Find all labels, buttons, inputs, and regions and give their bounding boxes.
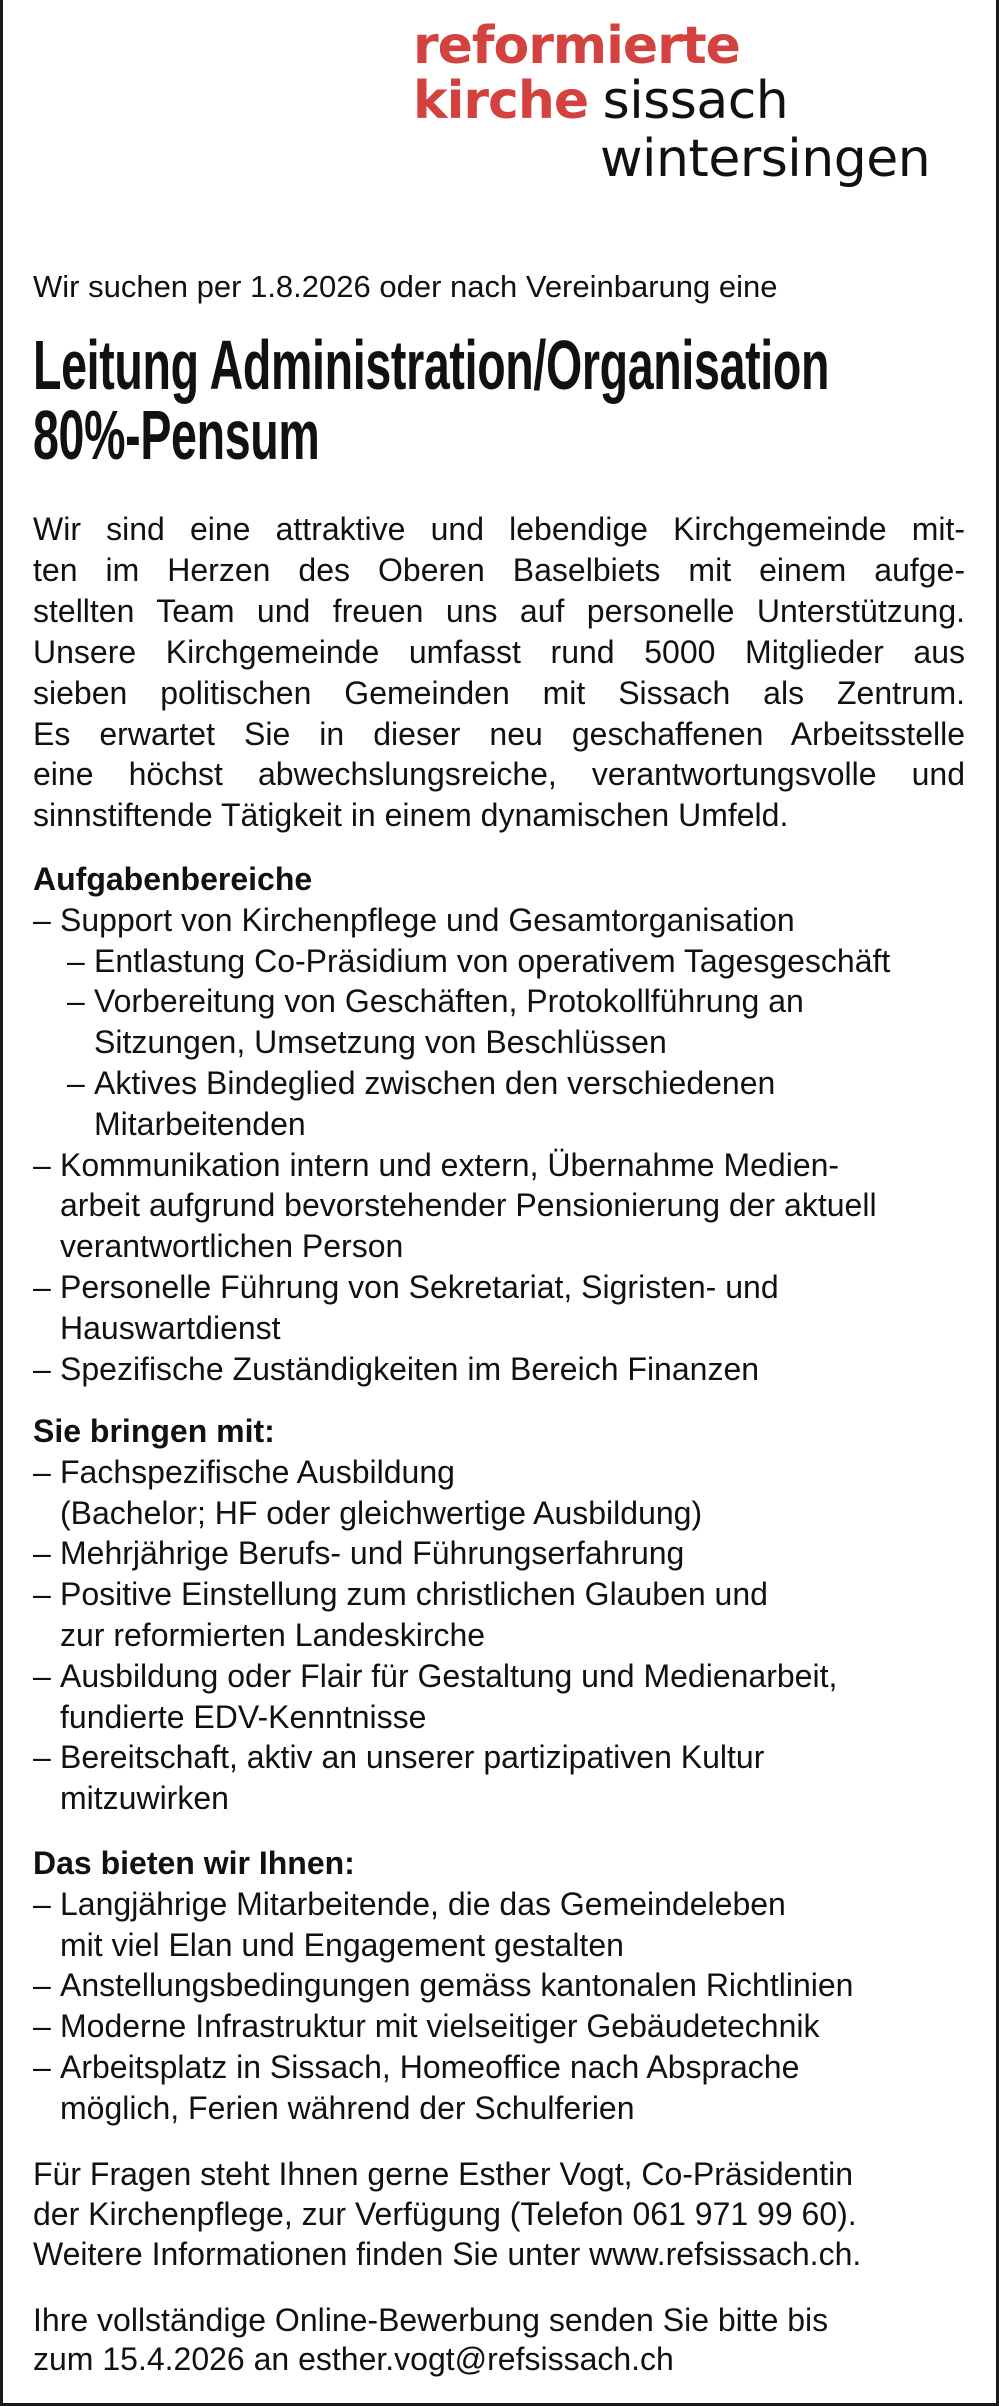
list-item — [33, 2047, 973, 2129]
application-paragraph — [33, 2301, 828, 2379]
description-paragraph — [33, 509, 965, 836]
list-item — [33, 1452, 973, 1534]
section-heading: Sie bringen mit: — [33, 1413, 275, 1449]
list-item-text: verantwortlichen Person — [60, 1228, 404, 1265]
list-item-text: Langjährige Mitarbeitende, die das Gemeindeleben — [60, 1885, 786, 1922]
intro-text: Wir suchen per 1.8.2026 oder nach Vereinbarung eine — [33, 269, 778, 304]
list-item-text: Hauswartdienst — [60, 1309, 281, 1346]
list-item-text: fundierte EDV-Kenntnisse — [60, 1698, 427, 1735]
list-item — [33, 1656, 973, 1738]
list-subitem — [33, 981, 973, 1063]
contact-line: Für Fragen steht Ihnen gerne Esther Vogt, Co-Präsidentin — [33, 2156, 854, 2192]
list-item-text: Aktives Bindeglied zwischen den verschiedenen — [94, 1064, 776, 1101]
job-title-line-1: Leitung Administration/Organisation — [33, 326, 830, 404]
list-item-text: Entlastung Co-Präsidium von operativem Tagesgeschäft — [94, 942, 891, 979]
logo — [0, 0, 999, 230]
list-item-text: Mehrjährige Berufs- und Führungserfahrung — [60, 1535, 685, 1572]
list-item — [33, 1145, 973, 1267]
dash-bullet-icon: – — [33, 1453, 51, 1490]
dash-bullet-icon: – — [33, 1576, 51, 1613]
list-item — [33, 1533, 973, 1574]
job-title — [33, 326, 964, 474]
list-item-text: Personelle Führung von Sekretariat, Sigristen- und — [60, 1268, 779, 1305]
list-item — [33, 1884, 973, 1966]
description-line: Es erwartet Sie in dieser neu geschaffenen Arbeitsstelle — [33, 715, 965, 752]
section-sie-bringen-mit — [33, 1411, 973, 1819]
list-item — [33, 1574, 973, 1656]
section-aufgabenbereiche — [33, 859, 973, 1389]
list-item-text: Moderne Infrastruktur mit vielseitiger Gebäudetechnik — [60, 2008, 820, 2045]
dash-bullet-icon: – — [33, 1350, 51, 1387]
description-line: sinnstiftende Tätigkeit in einem dynamischen Umfeld. — [33, 797, 789, 834]
list-item-text: Positive Einstellung zum christlichen Glauben und — [60, 1576, 768, 1613]
dash-bullet-icon: – — [67, 1064, 85, 1101]
list-item — [33, 900, 973, 941]
list-item-text: Mitarbeitenden — [94, 1105, 306, 1142]
list-subitem — [33, 941, 973, 982]
description-line: Wir sind eine attraktive und lebendige Kirchgemeinde mit- — [33, 511, 965, 547]
list-item-text: mit viel Elan und Engagement gestalten — [60, 1926, 624, 1963]
list-item-text: Support von Kirchenpflege und Gesamtorganisation — [60, 901, 795, 938]
dash-bullet-icon: – — [33, 1885, 51, 1922]
logo-kirche: kirche — [413, 71, 589, 131]
logo-line-3 — [600, 129, 931, 189]
list-item-text: arbeit aufgrund bevorstehender Pensionierung der aktuell — [60, 1187, 877, 1224]
list-item — [33, 1737, 973, 1819]
list-item-text: Sitzungen, Umsetzung von Beschlüssen — [94, 1024, 667, 1061]
logo-sissach: sissach — [602, 71, 789, 131]
description-line: sieben politischen Gemeinden mit Sissach als Zentrum. — [33, 674, 965, 711]
dash-bullet-icon: – — [33, 901, 51, 938]
list-item-text: Anstellungsbedingungen gemäss kantonalen Richtlinien — [60, 1967, 854, 2004]
dash-bullet-icon: – — [33, 2008, 51, 2045]
logo-line-2 — [413, 71, 789, 131]
dash-bullet-icon: – — [33, 2048, 51, 2085]
dash-bullet-icon: – — [67, 942, 85, 979]
dash-bullet-icon: – — [33, 1967, 51, 2004]
list-item — [33, 2006, 973, 2047]
description-line: Unsere Kirchgemeinde umfasst rund 5000 Mitglieder aus — [33, 633, 965, 670]
list-item-text: Bereitschaft, aktiv an unserer partizipativen Kultur — [60, 1739, 765, 1776]
dash-bullet-icon: – — [67, 983, 85, 1020]
list-subitem — [33, 1063, 973, 1145]
application-line: zum 15.4.2026 an esther.vogt@refsissach.ch — [33, 2341, 674, 2377]
logo-reformierte: reformierte — [413, 16, 740, 76]
dash-bullet-icon: – — [33, 1657, 51, 1694]
list-item-text: Vorbereitung von Geschäften, Protokollführung an — [94, 983, 804, 1020]
section-heading: Aufgabenbereiche — [33, 861, 313, 897]
section-das-bieten-wir — [33, 1843, 973, 2129]
list-item — [33, 1965, 973, 2006]
contact-paragraph — [33, 2154, 861, 2274]
list-item-text: (Bachelor; HF oder gleichwertige Ausbildung) — [60, 1494, 703, 1531]
list-item-text: Kommunikation intern und extern, Übernahme Medien- — [60, 1146, 840, 1183]
job-title-line-2: 80%-Pensum — [33, 396, 320, 474]
list-item-text: zur reformierten Landeskirche — [60, 1616, 486, 1653]
application-line: Ihre vollständige Online-Bewerbung senden Sie bitte bis — [33, 2302, 829, 2338]
contact-line: Weitere Informationen finden Sie unter www.refsissach.ch. — [33, 2236, 862, 2272]
dash-bullet-icon: – — [33, 1146, 51, 1183]
list-item-text: mitzuwirken — [60, 1780, 229, 1817]
dash-bullet-icon: – — [33, 1268, 51, 1305]
list-item-text: Spezifische Zuständigkeiten im Bereich Finanzen — [60, 1350, 760, 1387]
list-item-text: Arbeitsplatz in Sissach, Homeoffice nach Absprache — [60, 2048, 800, 2085]
logo-wintersingen: wintersingen — [600, 129, 931, 189]
list-item — [33, 1267, 973, 1349]
dash-bullet-icon: – — [33, 1535, 51, 1572]
description-line: stellten Team und freuen uns auf personelle Unterstützung. — [33, 592, 965, 629]
description-line: ten im Herzen des Oberen Baselbiets mit einem aufge- — [33, 551, 965, 588]
list-item-text: möglich, Ferien während der Schulferien — [60, 2089, 635, 2126]
section-heading: Das bieten wir Ihnen: — [33, 1845, 355, 1881]
list-item-text: Ausbildung oder Flair für Gestaltung und Medienarbeit, — [60, 1657, 838, 1694]
logo-line-1 — [413, 16, 740, 76]
dash-bullet-icon: – — [33, 1739, 51, 1776]
list-item-text: Fachspezifische Ausbildung — [60, 1453, 455, 1490]
description-line: eine höchst abwechslungsreiche, verantwortungsvolle und — [33, 756, 965, 793]
contact-line: der Kirchenpflege, zur Verfügung (Telefon 061 971 99 60). — [33, 2196, 857, 2232]
list-item — [33, 1349, 973, 1390]
